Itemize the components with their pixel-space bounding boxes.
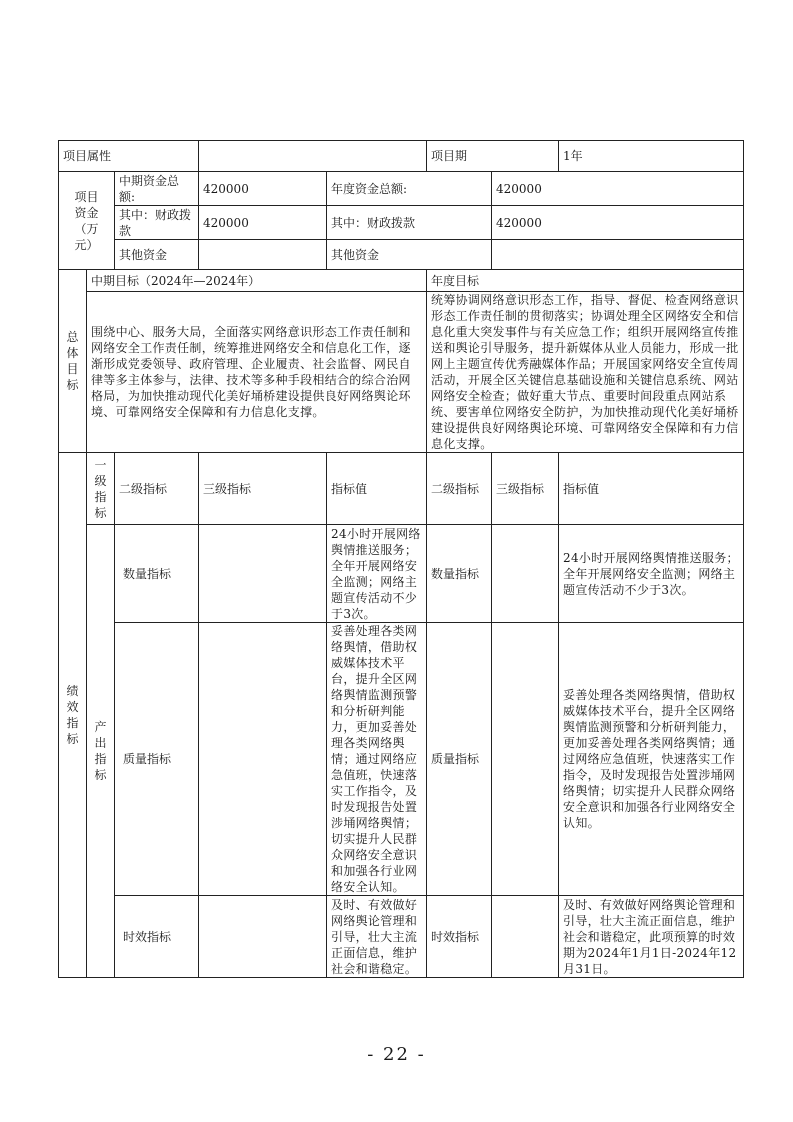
project-attribute-label: 项目属性: [59, 141, 199, 172]
overall-goal-label: 总体目标: [59, 270, 87, 453]
annual-quality-value: 妥善处理各类网络舆情，借助权威媒体技术平台，提升全区网络舆情监测预警和分析研判能力，更加妥善处理各类网络舆情；通过网络应急值班，快速落实工作指令，及时发现报告处置涉埇网络舆情；切实提升人民群众网络安全意识和加强各行业网络安全认知。: [559, 623, 744, 896]
annual-total-funds-value: 420000: [492, 172, 744, 206]
mid-goal-text: 围绕中心、服务大局，全面落实网络意识形态工作责任制和网络安全工作责任制，统筹推进网络安全和信息化工作，逐渐形成党委领导、政府管理、企业履责、社会监督、网民自律等多主体参与，法律、技术等多种手段相结合的综合治网格局，为加快推动现代化美好埇桥建设提供良好网络舆论环境、可靠网络安全保障和有力信息化支撑。: [87, 292, 427, 453]
project-attribute-row: [59, 141, 744, 172]
level2-indicator-header-annual: 二级指标: [427, 453, 492, 525]
mid-total-funds-value: 420000: [199, 172, 327, 206]
mid-quantity-level3: [199, 525, 327, 623]
annual-fiscal-funds-label: 其中：财政拨款: [327, 206, 492, 240]
level2-indicator-header: 二级指标: [115, 453, 199, 525]
level1-indicator-header: 一级指标: [87, 453, 115, 525]
mid-other-funds-label: 其他资金: [115, 240, 199, 270]
annual-total-funds-label: 年度资金总额:: [327, 172, 492, 206]
mid-fiscal-funds-value: 420000: [199, 206, 327, 240]
mid-quantity-value: 24小时开展网络舆情推送服务；全年开展网络安全监测；网络主题宣传活动不少于3次。: [327, 525, 427, 623]
perf-header-row: [59, 453, 744, 525]
quality-indicator-row: [59, 623, 744, 896]
project-attribute-value: [199, 141, 427, 172]
funds-fiscal-row: [59, 206, 744, 240]
annual-goal-text: 统筹协调网络意识形态工作，指导、督促、检查网络意识形态工作责任制的贯彻落实；协调处理全区网络安全和信息化重大突发事件与有关应急工作；组织开展网络宣传推送和舆论引导服务，提升新媒体从业人员能力，形成一批网上主题宣传优秀融媒体作品；开展国家网络安全宣传周活动，开展全区关键信息基础设施和关键信息系统、网站网络安全检查；做好重大节点、重要时间段重点网站系统、要害单位网络安全防护，为加快推动现代化美好埇桥建设提供良好网络舆论环境、可靠网络安全保障和有力信息化支撑。: [427, 292, 744, 453]
annual-other-funds-label: 其他资金: [327, 240, 492, 270]
performance-indicator-label: 绩效指标: [59, 453, 87, 978]
output-indicator-label: 产出指标: [87, 525, 115, 978]
level3-indicator-header: 三级指标: [199, 453, 327, 525]
mid-timeliness-level3: [199, 896, 327, 978]
mid-goal-header: 中期目标（2024年—2024年）: [87, 270, 427, 292]
annual-timeliness-level3: [492, 896, 559, 978]
performance-goal-table: [58, 140, 744, 978]
mid-timeliness-value: 及时、有效做好网络舆论管理和引导，壮大主流正面信息，维护社会和谐稳定。: [327, 896, 427, 978]
annual-quantity-level3: [492, 525, 559, 623]
project-period-label: 项目期: [427, 141, 559, 172]
annual-quantity-value: 24小时开展网络舆情推送服务；全年开展网络安全监测；网络主题宣传活动不少于3次。: [559, 525, 744, 623]
mid-quantity-label: 数量指标: [115, 525, 199, 623]
mid-other-funds-value: [199, 240, 327, 270]
annual-quantity-label: 数量指标: [427, 525, 492, 623]
annual-other-funds-value: [492, 240, 744, 270]
annual-goal-header: 年度目标: [427, 270, 744, 292]
annual-timeliness-label: 时效指标: [427, 896, 492, 978]
mid-quality-level3: [199, 623, 327, 896]
indicator-value-header-annual: 指标值: [559, 453, 744, 525]
annual-timeliness-value: 及时、有效做好网络舆论管理和引导，壮大主流正面信息，维护社会和谐稳定，此项预算的时效期为2024年1月1日-2024年12月31日。: [559, 896, 744, 978]
quantity-indicator-row: [59, 525, 744, 623]
funds-other-row: [59, 240, 744, 270]
project-period-value: 1年: [559, 141, 744, 172]
level3-indicator-header-annual: 三级指标: [492, 453, 559, 525]
indicator-value-header: 指标值: [327, 453, 427, 525]
timeliness-indicator-row: [59, 896, 744, 978]
annual-quality-label: 质量指标: [427, 623, 492, 896]
annual-quality-level3: [492, 623, 559, 896]
funds-total-row: [59, 172, 744, 206]
mid-quality-value: 妥善处理各类网络舆情，借助权威媒体技术平台，提升全区网络舆情监测预警和分析研判能力，更加妥善处理各类网络舆情；通过网络应急值班，快速落实工作指令，及时发现报告处置涉埇网络舆情；切实提升人民群众网络安全意识和加强各行业网络安全认知。: [327, 623, 427, 896]
page-number: - 22 -: [367, 1044, 426, 1065]
mid-timeliness-label: 时效指标: [115, 896, 199, 978]
project-funds-label: 项目资金（万元）: [59, 172, 115, 270]
mid-quality-label: 质量指标: [115, 623, 199, 896]
mid-total-funds-label: 中期资金总额:: [115, 172, 199, 206]
annual-fiscal-funds-value: 420000: [492, 206, 744, 240]
goals-text-row: [59, 292, 744, 453]
mid-fiscal-funds-label: 其中：财政拨款: [115, 206, 199, 240]
goals-header-row: [59, 270, 744, 292]
